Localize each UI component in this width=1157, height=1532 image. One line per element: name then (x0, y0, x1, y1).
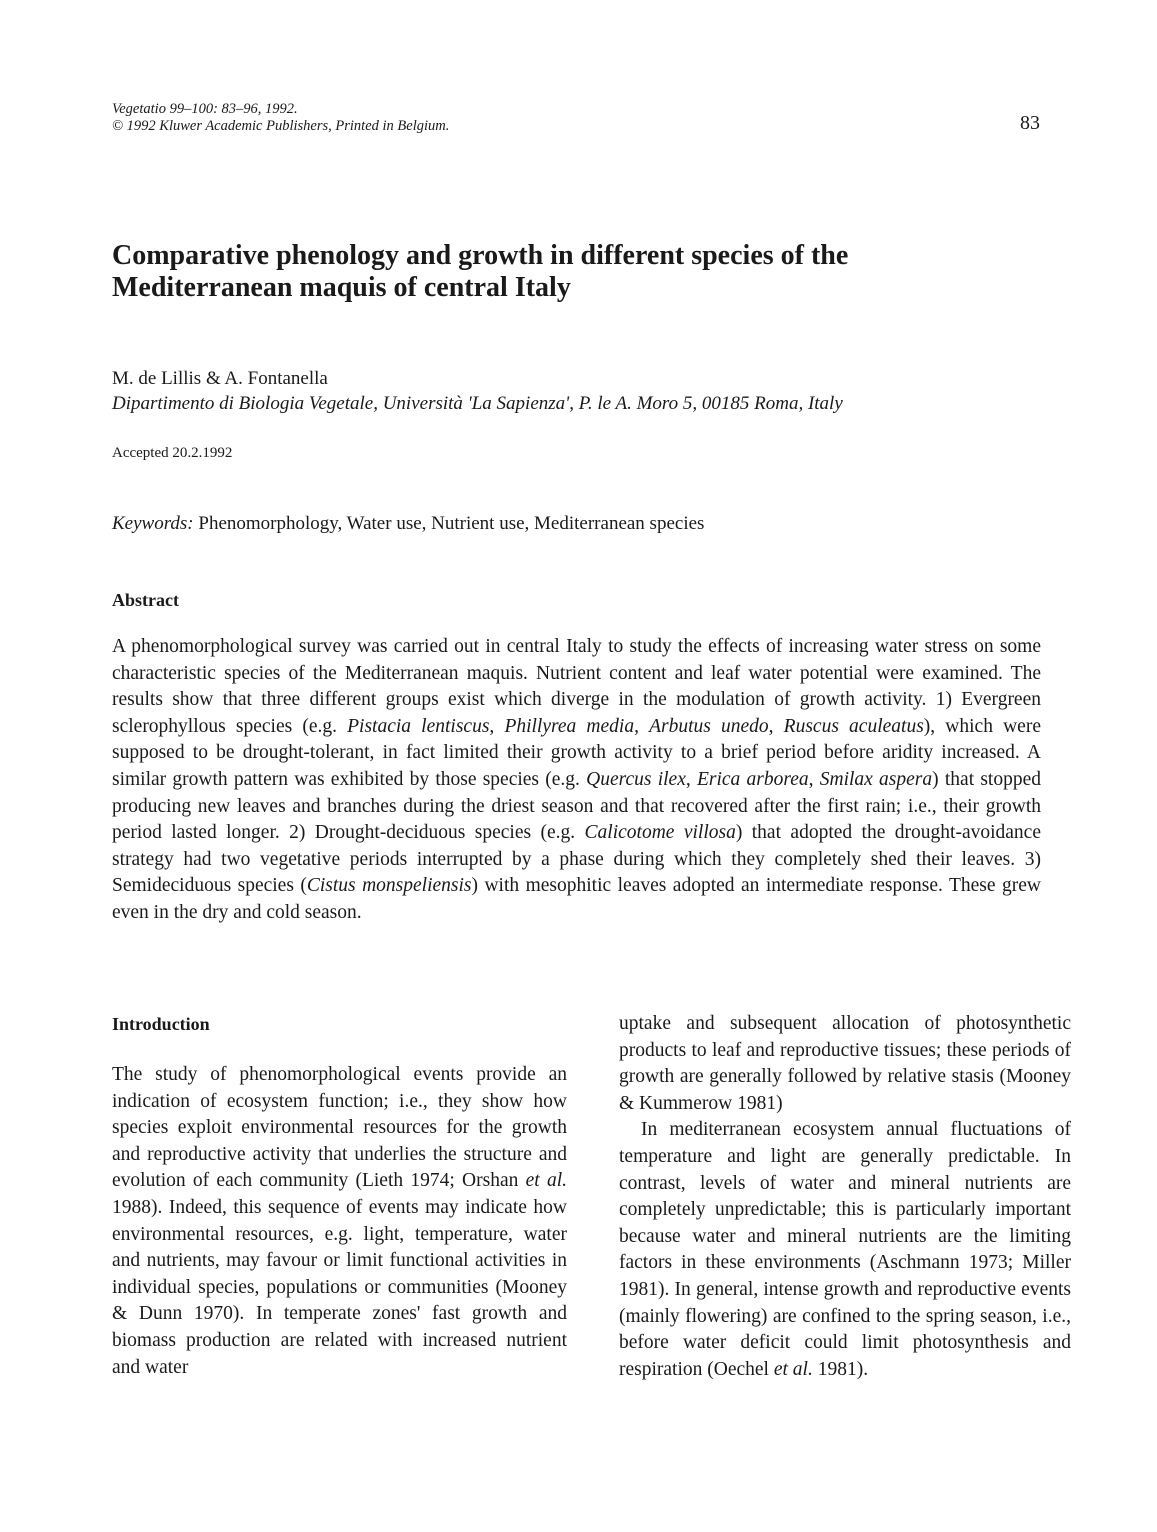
journal-line-2: © 1992 Kluwer Academic Publishers, Printed in Belgium. (112, 118, 450, 134)
abstract-text: A phenomorphological survey was carried out in central Italy to study the effects of increasing water stress on some characteristic species of the Mediterranean maquis. Nutrient content and leaf water potential were examined. The results show that three different groups exist which diverge in the modulation of growth activity. 1) Evergreen sclerophyllous species (e.g. Pistacia lentiscus, Phillyrea media, Arbutus unedo, Ruscus aculeatus), which were supposed to be drought-tolerant, in fact limited their growth activity to a brief period before aridity increased. A similar growth pattern was exhibited by those species (e.g. Quercus ilex, Erica arborea, Smilax aspera) that stopped producing new leaves and branches during the driest season and that recovered after the first rain; i.e., their growth period lasted longer. 2) Drought-deciduous species (e.g. Calicotome villosa) that adopted the drought-avoidance strategy had two vegetative periods interrupted by a phase during which they completely shed their leaves. 3) Semideciduous species (Cistus monspeliensis) with mesophitic leaves adopted an intermediate response. These grew even in the dry and cold season. (112, 636, 1041, 923)
journal-line-1: Vegetatio 99–100: 83–96, 1992. (112, 101, 298, 117)
page-number: 83 (1020, 112, 1040, 134)
introduction-left-column: The study of phenomorphological events provide an indication of ecosystem function; i.e., they show how species exploit environmental resources for the growth and reproductive activity that underlies the structure and evolution of each community (Lieth 1974; Orshan et al. 1988). Indeed, this sequence of events may indicate how environmental resources, e.g. light, temperature, water and nutrients, may favour or limit functional activities in individual species, populations or communities (Mooney & Dunn 1970). In temperate zones' fast growth and biomass production are related with increased nutrient and water (112, 1064, 567, 1378)
introduction-paragraph-continued: uptake and subsequent allocation of photosynthetic products to leaf and reproductive tissues; these periods of growth are generally followed by relative stasis (Mooney & Kummerow 1981) (619, 1013, 1071, 1114)
accepted-date: Accepted 20.2.1992 (112, 445, 233, 461)
keywords-text: Phenomorphology, Water use, Nutrient use, Mediterranean species (198, 513, 705, 534)
introduction-heading: Introduction (112, 1014, 210, 1034)
affiliation: Dipartimento di Biologia Vegetale, Università 'La Sapienza', P. le A. Moro 5, 00185 Roma, Italy (112, 393, 843, 414)
introduction-right-column (619, 1011, 1071, 1383)
abstract-heading: Abstract (112, 590, 179, 610)
keywords-label: Keywords: (112, 513, 194, 534)
keywords (112, 512, 704, 536)
introduction-paragraph-2: In mediterranean ecosystem annual fluctuations of temperature and light are generally predictable. In contrast, levels of water and mineral nutrients are completely unpredictable; this is particularly important because water and mineral nutrients are the limiting factors in these environments (Aschmann 1973; Miller 1981). In general, intense growth and reproductive events (mainly flowering) are confined to the spring season, i.e., before water deficit could limit photosynthesis and respiration (Oechel et al. 1981). (619, 1119, 1071, 1380)
journal-citation (112, 101, 449, 135)
paper-title: Comparative phenology and growth in different species of the Mediterranean maquis of central Italy (112, 240, 849, 303)
authors: M. de Lillis & A. Fontanella (112, 368, 328, 389)
